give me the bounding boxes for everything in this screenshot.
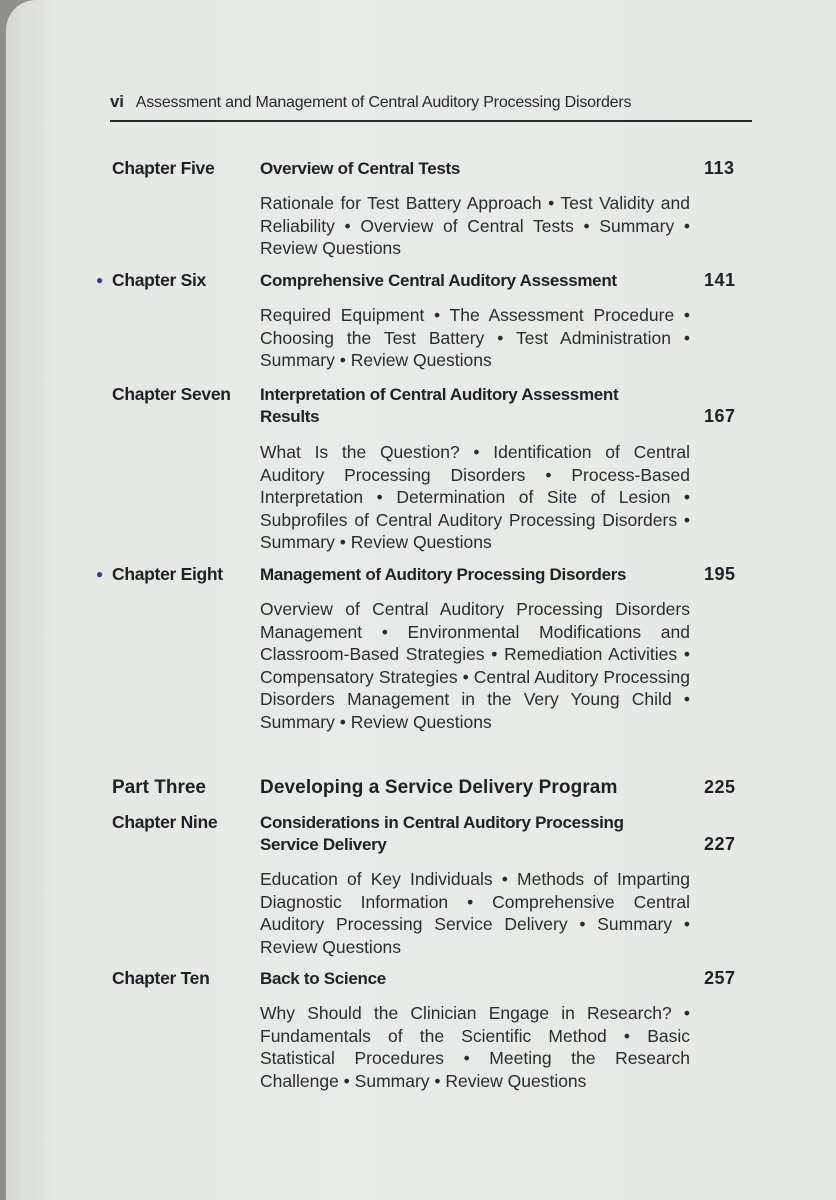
entry-label: Chapter Five bbox=[112, 158, 215, 178]
entry-description: Overview of Central Auditory Processing Disorders Management • Environmental Modifications and Classroom-Based Strategies • Remediation Activities • Compensatory Strategies • Central Auditory Processing Disorders Management in the Very Young Child • Summary • Review Questions bbox=[260, 599, 690, 732]
entry-label-text: Chapter Six bbox=[112, 270, 206, 290]
entry-label: Chapter Nine bbox=[112, 812, 218, 832]
entry-description: What Is the Question? • Identification of Central Auditory Processing Disorders • Process-Based Interpretation • Determination of Site of Lesion • Subprofiles of Central Auditory Processing Disorders • Summary • Review Questions bbox=[260, 442, 690, 553]
entry-title[interactable]: Comprehensive Central Auditory Assessment bbox=[260, 271, 617, 290]
entry-description: Rationale for Test Battery Approach • Test Validity and Reliability • Overview of Central Tests • Summary • Review Questions bbox=[260, 193, 690, 259]
entry-label bbox=[96, 564, 223, 585]
entry-title[interactable]: Management of Auditory Processing Disorders bbox=[260, 565, 627, 584]
entry-label: Part Three bbox=[112, 777, 206, 798]
entry-page-number: 113 bbox=[704, 158, 735, 178]
entry-title[interactable]: Back to Science bbox=[260, 969, 386, 988]
entry-page-number: 227 bbox=[704, 834, 736, 854]
entry-label bbox=[96, 270, 206, 291]
entry-title[interactable]: Interpretation of Central Auditory Assessment Results bbox=[260, 385, 619, 426]
entry-page-number: 257 bbox=[704, 968, 736, 988]
entry-title[interactable]: Considerations in Central Auditory Processing Service Delivery bbox=[260, 813, 624, 854]
entry-label: Chapter Seven bbox=[112, 384, 231, 404]
entry-page-number: 195 bbox=[704, 564, 736, 584]
entry-page-number: 167 bbox=[704, 406, 736, 426]
book-title: Assessment and Management of Central Auditory Processing Disorders bbox=[135, 94, 632, 111]
page-number: vi bbox=[110, 92, 124, 111]
book-page bbox=[6, 0, 836, 1200]
pen-mark-icon: ● bbox=[96, 273, 103, 287]
entry-label-text: Chapter Eight bbox=[112, 564, 223, 584]
entry-title[interactable]: Developing a Service Delivery Program bbox=[260, 777, 618, 798]
running-header bbox=[110, 92, 750, 112]
entry-description: Education of Key Individuals • Methods of Imparting Diagnostic Information • Comprehensive Central Auditory Processing Service Delivery • Summary • Review Questions bbox=[260, 869, 690, 957]
entry-description: Why Should the Clinician Engage in Research? • Fundamentals of the Scientific Method • Basic Statistical Procedures • Meeting the Research Challenge • Summary • Review Questions bbox=[260, 1003, 690, 1091]
pen-mark-icon: ● bbox=[96, 567, 103, 581]
entry-title[interactable]: Overview of Central Tests bbox=[260, 159, 461, 178]
header-rule bbox=[110, 120, 752, 122]
entry-page-number: 141 bbox=[704, 270, 736, 290]
entry-description: Required Equipment • The Assessment Procedure • Choosing the Test Battery • Test Administration • Summary • Review Questions bbox=[260, 305, 690, 371]
entry-page-number: 225 bbox=[704, 777, 736, 797]
entry-label: Chapter Ten bbox=[112, 968, 210, 988]
